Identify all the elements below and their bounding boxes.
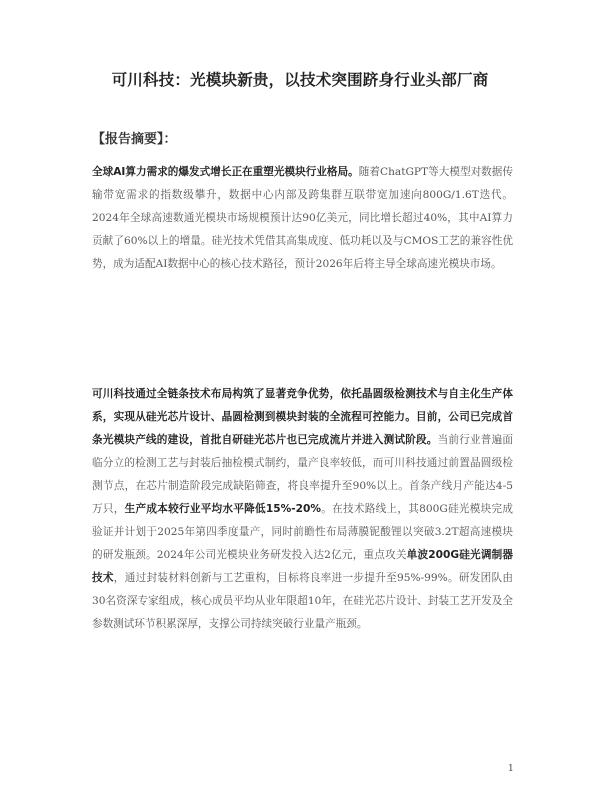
paragraph-run: 单波200G硅光调制器技术 [92,549,513,584]
summary-paragraph-1 [92,161,513,276]
summary-paragraph-2 [92,383,513,636]
section-heading: 【报告摘要】： [92,132,177,147]
paragraph-run: 当前行业普遍面临分立的检测工艺与封装后抽检模式制约，量产良率较低，而可川科技通过前置晶圆级检测节点，在芯片制造阶段完成缺陷筛查，将良率提升至90%以上。首条产线月产能达4-5万只， [92,434,514,515]
paragraph-run: 可川科技通过全链条技术布局构筑了显著竞争优势，依托晶圆级检测技术与自主化生产体系，实现从硅光芯片设计、晶圆检测到模块封装的全流程可控能力。目前，公司已完成首条光模块产线的建设，首批自研硅光芯片也已完成流片并进入测试阶段。 [92,388,513,446]
paragraph-run: 生产成本较行业平均水平降低15%-20% [124,503,322,515]
paragraph-run: 。在技术路线上，其800G硅光模块完成验证并计划于2025年第四季度量产，同时前瞻性布局薄膜铌酸锂以突破3.2T超高速模块的研发瓶颈。2024年公司光模块业务研发投入达2亿元，重点攻关 [92,503,514,561]
paragraph-run: ，通过封装材料创新与工艺重构，目标将良率进一步提升至95%-99%。研发团队由30名资深专家组成，核心成员平均从业年限超10年，在硅光芯片设计、封装工艺开发及全参数测试环节积累深厚，支撑公司持续突破行业量产瓶颈。 [92,572,514,630]
page-number: 1 [508,764,514,774]
paragraph-run: 随着ChatGPT等大模型对数据传输带宽需求的指数级攀升，数据中心内部及跨集群互联带宽加速向800G/1.6T迭代。2024年全球高速数通光模块市场规模预计达90亿美元，同比增长超过40%，其中AI算力贡献了60%以上的增量。硅光技术凭借其高集成度、低功耗以及与CMOS工艺的兼容性优势，成为适配AI数据中心的核心技术路径，预计2026年后将主导全球高速光模块市场。 [92,166,513,270]
paragraph-run: 全球AI算力需求的爆发式增长正在重塑光模块行业格局。 [92,166,359,178]
page-title: 可川科技：光模块新贵，以技术突围跻身行业头部厂商 [111,71,489,89]
